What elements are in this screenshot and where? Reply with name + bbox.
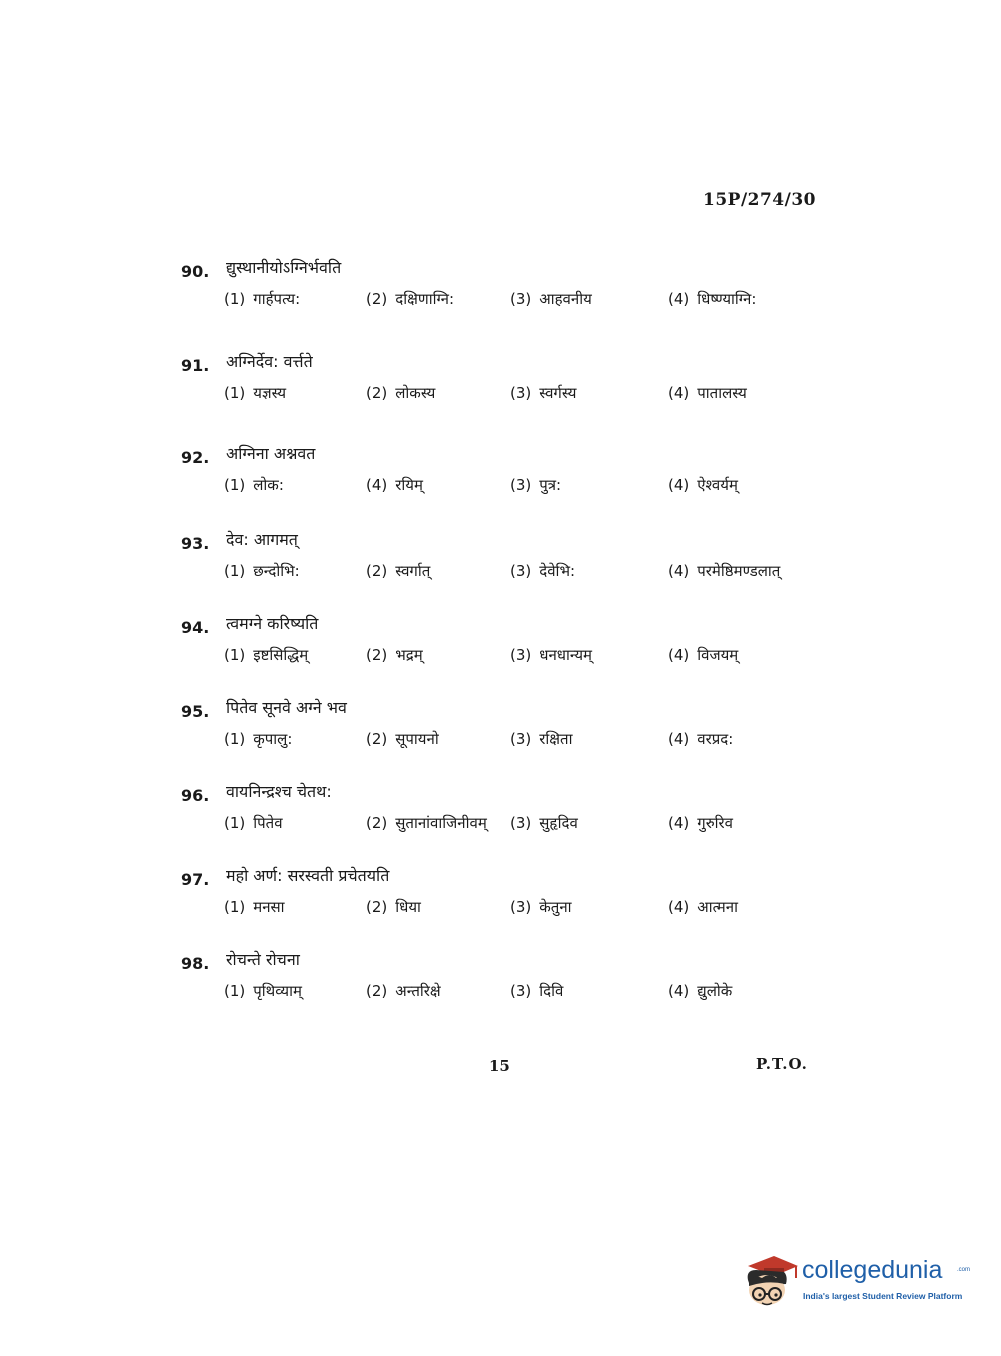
option-text: सुहृदिव [539, 814, 578, 832]
option-label: (4) [668, 562, 690, 580]
option-text: दिवि [539, 982, 564, 1000]
option-text: आहवनीय [539, 290, 592, 308]
question-93 [0, 528, 1001, 598]
option-text: गुरुरिव [697, 814, 734, 832]
option-text: सूपायनो [395, 730, 439, 748]
option-label: (1) [224, 562, 246, 580]
option-1 [224, 289, 300, 309]
option-1 [224, 475, 284, 495]
question-text: द्युस्थानीयोऽग्निर्भवति [226, 258, 342, 277]
option-4 [668, 813, 733, 833]
option-2 [366, 383, 435, 403]
option-label: (1) [224, 384, 246, 402]
option-label: (1) [224, 814, 246, 832]
option-text: परमेष्ठिमण्डलात् [697, 562, 781, 580]
brand-tagline: India's largest Student Review Platform [803, 1291, 963, 1301]
option-4 [668, 475, 738, 495]
option-label: (3) [510, 898, 532, 916]
question-text: महो अर्ण: सरस्वती प्रचेतयति [226, 866, 390, 885]
option-label: (2) [366, 646, 388, 664]
option-text: देवेभि: [539, 562, 576, 580]
option-label: (2) [366, 982, 388, 1000]
option-text: दक्षिणाग्नि: [395, 290, 455, 308]
option-2 [366, 645, 423, 665]
option-label: (4) [668, 730, 690, 748]
option-label: (3) [510, 982, 532, 1000]
option-1 [224, 383, 286, 403]
option-text: पुत्र: [539, 476, 562, 494]
option-2 [366, 981, 441, 1001]
pto-label: P.T.O. [756, 1055, 808, 1073]
student-mascot-icon [740, 1250, 800, 1310]
question-92 [0, 442, 1001, 512]
question-number: 98. [181, 954, 210, 973]
option-2 [366, 561, 430, 581]
option-3 [510, 813, 578, 833]
option-label: (3) [510, 646, 532, 664]
option-text: वरप्रद: [697, 730, 734, 748]
option-text: लोक: [253, 476, 284, 494]
option-text: रयिम् [395, 476, 423, 494]
option-3 [510, 645, 592, 665]
option-label: (1) [224, 898, 246, 916]
option-label: (4) [668, 898, 690, 916]
option-2 [366, 289, 454, 309]
option-text: रक्षिता [539, 730, 573, 748]
option-label: (1) [224, 646, 246, 664]
question-number: 96. [181, 786, 210, 805]
option-4 [668, 729, 733, 749]
question-97 [0, 864, 1001, 934]
option-label: (2) [366, 814, 388, 832]
option-3 [510, 897, 572, 917]
option-4 [668, 289, 756, 309]
question-95 [0, 696, 1001, 766]
option-text: पितेव [253, 814, 283, 832]
option-1 [224, 645, 308, 665]
option-label: (4) [366, 476, 388, 494]
option-text: विजयम् [697, 646, 739, 664]
option-text: पृथिव्याम् [253, 982, 302, 1000]
option-text: पातालस्य [697, 384, 747, 402]
option-text: इष्टसिद्धिम् [253, 646, 309, 664]
question-number: 90. [181, 262, 210, 281]
option-3 [510, 561, 575, 581]
brand-name: collegedunia [802, 1256, 943, 1284]
option-label: (2) [366, 730, 388, 748]
option-label: (4) [668, 476, 690, 494]
option-label: (4) [668, 982, 690, 1000]
option-text: धिया [395, 898, 421, 916]
option-1 [224, 561, 300, 581]
option-text: ऐश्वर्यम् [697, 476, 738, 494]
question-number: 97. [181, 870, 210, 889]
question-number: 91. [181, 356, 210, 375]
option-label: (4) [668, 290, 690, 308]
option-text: छन्दोभि: [253, 562, 300, 580]
option-label: (4) [668, 384, 690, 402]
question-text: रोचन्ते रोचना [226, 950, 300, 969]
option-label: (3) [510, 384, 532, 402]
option-3 [510, 475, 561, 495]
option-label: (4) [668, 646, 690, 664]
option-label: (2) [366, 290, 388, 308]
option-label: (2) [366, 384, 388, 402]
option-label: (4) [668, 814, 690, 832]
option-label: (1) [224, 982, 246, 1000]
option-2 [366, 813, 487, 833]
option-text: स्वर्गस्य [539, 384, 577, 402]
option-2 [366, 475, 423, 495]
question-98 [0, 948, 1001, 1018]
question-number: 92. [181, 448, 210, 467]
option-text: केतुना [539, 898, 572, 916]
question-text: देव: आगमत् [226, 530, 298, 549]
paper-code: 15P/274/30 [703, 190, 817, 210]
question-text: त्वमग्ने करिष्यति [226, 614, 319, 633]
option-text: यज्ञस्य [253, 384, 287, 402]
question-number: 94. [181, 618, 210, 637]
option-text: धिष्ण्याग्नि: [697, 290, 757, 308]
question-94 [0, 612, 1001, 682]
option-1 [224, 981, 302, 1001]
option-text: द्युलोके [697, 982, 733, 1000]
option-3 [510, 289, 592, 309]
option-text: अन्तरिक्षे [395, 982, 441, 1000]
option-label: (1) [224, 290, 246, 308]
question-number: 93. [181, 534, 210, 553]
page-number: 15 [489, 1057, 510, 1075]
option-4 [668, 897, 738, 917]
option-1 [224, 897, 285, 917]
option-label: (2) [366, 562, 388, 580]
question-text: अग्निना अश्नवत [226, 444, 316, 463]
option-text: गार्हपत्य: [253, 290, 301, 308]
question-number: 95. [181, 702, 210, 721]
option-3 [510, 383, 576, 403]
option-4 [668, 383, 747, 403]
option-2 [366, 897, 421, 917]
question-text: पितेव सूनवे अग्ने भव [226, 698, 347, 717]
option-text: कृपालु: [253, 730, 293, 748]
option-label: (3) [510, 562, 532, 580]
collegedunia-logo [740, 1250, 970, 1310]
option-1 [224, 729, 292, 749]
option-4 [668, 645, 738, 665]
option-text: सुतानांवाजिनीवम् [395, 814, 487, 832]
option-label: (1) [224, 476, 246, 494]
question-text: वायनिन्द्रश्च चेतथ: [226, 782, 332, 801]
option-label: (3) [510, 476, 532, 494]
option-3 [510, 729, 572, 749]
option-text: धनधान्यम् [539, 646, 593, 664]
option-text: भद्रम् [395, 646, 423, 664]
option-label: (3) [510, 730, 532, 748]
option-2 [366, 729, 439, 749]
option-text: स्वर्गात् [395, 562, 431, 580]
brand-suffix: .com [957, 1267, 971, 1273]
option-1 [224, 813, 283, 833]
option-label: (3) [510, 814, 532, 832]
option-text: आत्मना [697, 898, 738, 916]
option-text: मनसा [253, 898, 285, 916]
question-text: अग्निर्देव: वर्त्तते [226, 352, 313, 371]
question-91 [0, 350, 1001, 420]
option-4 [668, 561, 780, 581]
option-label: (2) [366, 898, 388, 916]
option-4 [668, 981, 732, 1001]
option-label: (1) [224, 730, 246, 748]
question-96 [0, 780, 1001, 850]
option-text: लोकस्य [395, 384, 436, 402]
question-90 [0, 256, 1001, 326]
option-3 [510, 981, 563, 1001]
option-label: (3) [510, 290, 532, 308]
